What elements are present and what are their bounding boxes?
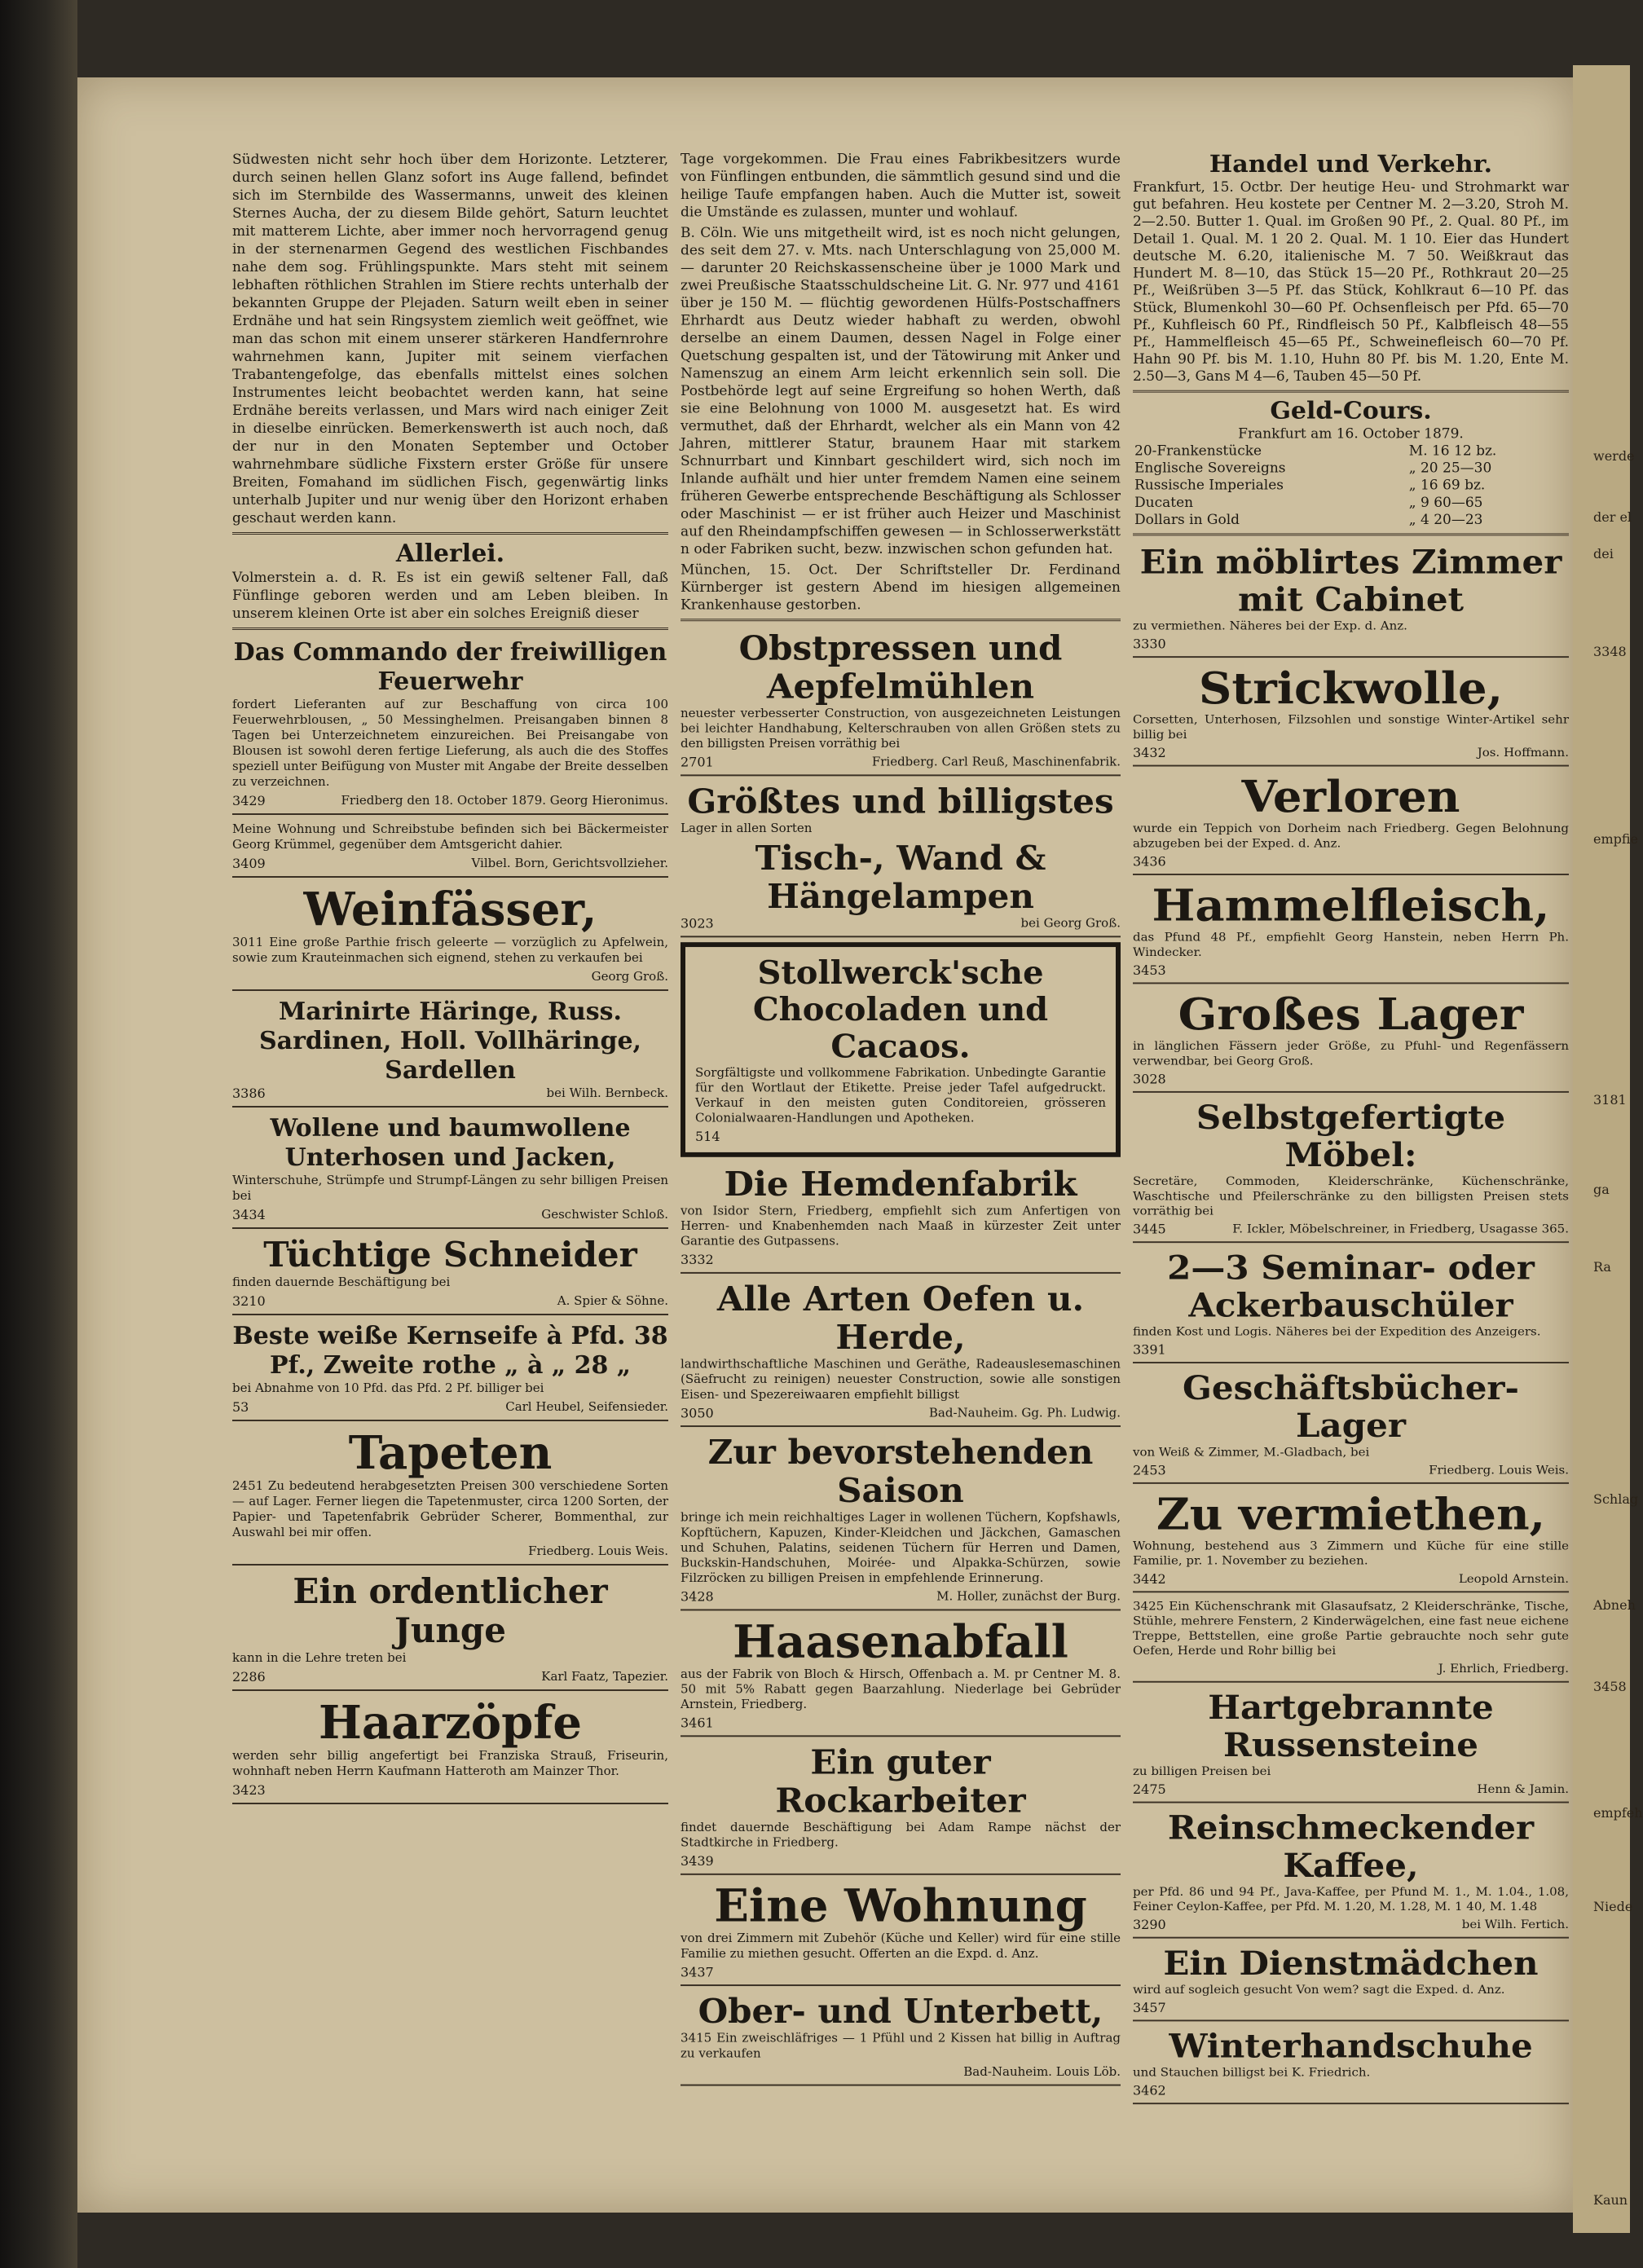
- advertisement: [681, 942, 1121, 1157]
- ad-text: Meine Wohnung und Schreibstube befinden sich bei Bäckermeister Georg Krümmel, gegenüber dem Amtsgericht dahier.: [232, 821, 668, 852]
- ad-signature: Henn & Jamin.: [1477, 1781, 1569, 1796]
- ad-headline: Stollwerck'sche Chocoladen und Cacaos.: [752, 953, 1049, 1066]
- advertisement: [681, 1277, 1121, 1427]
- ad-footer: [681, 1965, 1121, 1980]
- ad-headline: Ein ordentlicher Junge: [293, 1571, 608, 1650]
- section-title-allerlei: Allerlei.: [395, 539, 505, 568]
- ad-text: Lager in allen Sorten: [681, 821, 813, 835]
- ad-signature: J. Ehrlich, Friedberg.: [1438, 1661, 1569, 1676]
- ad-number: 3028: [1133, 1071, 1166, 1087]
- ad-number: 3330: [1133, 636, 1166, 652]
- ad-text: neuester verbesserter Construction, von ausgezeichneten Leistungen bei leichter Handhabung, Kelterschrauben von allen Größen stets zu den billigsten Preisen vorräthig bei: [681, 706, 1121, 751]
- ads-column-1: [232, 635, 668, 1804]
- advertisement: [1133, 540, 1569, 658]
- ad-number: 3409: [232, 856, 266, 871]
- ad-headline: Hammelfleisch,: [1152, 879, 1550, 932]
- ad-text: zu vermiethen. Näheres bei der Exp. d. Anz.: [1133, 619, 1407, 633]
- advertisement: [1133, 987, 1569, 1093]
- ad-footer: [1133, 1662, 1569, 1676]
- advertisement: [232, 1111, 668, 1229]
- ad-number: 3423: [232, 1782, 266, 1798]
- ad-number: 3050: [681, 1405, 714, 1421]
- ad-signature: Vilbel. Born, Gerichtsvollzieher.: [471, 856, 668, 870]
- currency-name: Englische Sovereigns: [1134, 460, 1286, 477]
- ad-headline: Strickwolle,: [1198, 662, 1504, 715]
- ad-number: 2701: [681, 754, 714, 770]
- exchange-rate-table: [1133, 443, 1569, 529]
- ad-footer: [681, 1589, 1121, 1605]
- ad-number: 2475: [1133, 1781, 1166, 1797]
- ad-headline: Tüchtige Schneider: [263, 1235, 637, 1275]
- column-1: [232, 151, 668, 1808]
- ad-number: 3437: [681, 1964, 714, 1980]
- facing-page-text: 3458: [1593, 1679, 1627, 1694]
- advertisement: [232, 1569, 668, 1691]
- advertisement: [681, 1989, 1121, 2086]
- ad-text: 2451 Zu bedeutend herabgesetzten Preisen 300 verschiedene Sorten — auf Lager. Ferner liegen die Tapetenmuster, circa 1200 Sorten, der Papier- und Tapetenfabrik Gebrüder Scherer, Bommenthal, zur Auswahl bei mir offen.: [232, 1478, 668, 1539]
- facing-page-text: dei: [1593, 546, 1614, 561]
- exchange-rate-row: [1133, 460, 1569, 477]
- advertisement: [1133, 661, 1569, 767]
- advertisement: [1133, 2024, 1569, 2104]
- ad-text: Sorgfältigste und vollkommene Fabrikation. Unbedingte Garantie für den Wortlaut der Etikette. Preise jeder Tafel aufgedruckt. Verkauf in den meisten guten Conditoreien, grösseren Colonialwaaren-Handlungen und Apotheken.: [695, 1065, 1106, 1125]
- market-report: Frankfurt, 15. Octbr. Der heutige Heu- und Strohmarkt war gut befahren. Heu kostete per Centner M. 2—3.20, Stroh M. 2—2.50. Butter 1. Qual. im Großen 90 Pf., 2. Qual. 80 Pf., im Detail 1. Qual. M. 1 20 2. Qual. M. 1 10. Eier das Hundert deutsche M. 6.20, italienische M. 7 50. Weißkraut das Hundert M. 8—10, das Stück 15—20 Pf., Rothkraut 20—25 Pf., Weißrüben 3—5 Pf. das Stück, Kohlkraut 6—10 Pf. das Stück, Blumenkohl 30—60 Pf. Ochsenfleisch per Pfd. 65—70 Pf., Kuhfleisch 60 Pf., Rindfleisch 50 Pf., Kalbfleisch 48—55 Pf., Hammelfleisch 45—65 Pf., Schweinefleisch 60—70 Pf. Hahn 90 Pf. bis M. 1.10, Huhn 80 Pf. bis M. 1.20, Ente M. 2.50—3, Gans M 4—6, Tauben 45—50 Pf.: [1133, 179, 1569, 385]
- ad-number: 3461: [681, 1715, 714, 1731]
- cours-subtitle: Frankfurt am 16. October 1879.: [1238, 425, 1464, 443]
- ad-signature: F. Ickler, Möbelschreiner, in Friedberg, Usagasse 365.: [1232, 1222, 1569, 1236]
- advertisement: [1133, 1596, 1569, 1683]
- divider: [232, 628, 668, 630]
- divider: [232, 532, 668, 535]
- ad-number: 3391: [1133, 1342, 1166, 1358]
- ad-signature: bei Wilh. Bernbeck.: [546, 1086, 668, 1100]
- currency-rate: „ 16 69 bz.: [1408, 478, 1486, 494]
- column-3: [1133, 151, 1569, 2107]
- ad-footer: [1133, 854, 1569, 869]
- advertisement: [1133, 1246, 1569, 1363]
- advertisement: [681, 1430, 1121, 1610]
- ad-text: von drei Zimmern mit Zubehör (Küche und Keller) wird für eine stille Familie zu miethen gesucht. Offerten an die Expd. d. Anz.: [681, 1931, 1121, 1961]
- currency-rate: „ 4 20—23: [1408, 512, 1483, 528]
- ad-footer: [232, 1544, 668, 1559]
- ad-headline: Obstpressen und Aepfelmühlen: [738, 628, 1063, 707]
- ad-footer: [1133, 1342, 1569, 1357]
- ad-headline: Die Hemdenfabrik: [724, 1164, 1077, 1204]
- ad-number: 3434: [232, 1207, 266, 1222]
- section-title-cours: Geld-Cours.: [1270, 397, 1432, 425]
- advertisement: [681, 1162, 1121, 1274]
- facing-page-text: ga: [1593, 1182, 1610, 1197]
- ad-footer: [1133, 636, 1569, 651]
- ad-headline: Alle Arten Oefen u. Herde,: [716, 1279, 1085, 1357]
- ad-signature: Jos. Hoffmann.: [1477, 745, 1569, 760]
- ad-text: finden dauernde Beschäftigung bei: [232, 1275, 451, 1289]
- advertisement: [681, 1614, 1121, 1737]
- ad-headline-2: Tisch-, Wand & Hängelampen: [755, 838, 1046, 916]
- advertisement: [1133, 1941, 1569, 2021]
- ad-signature: Friedberg. Carl Reuß, Maschinenfabrik.: [871, 754, 1121, 769]
- ad-number: 514: [695, 1129, 720, 1145]
- ad-footer: [232, 1086, 668, 1101]
- ad-headline: Ein guter Rockarbeiter: [775, 1742, 1026, 1821]
- facing-page-text: 3181: [1593, 1092, 1627, 1108]
- advertisement: [232, 881, 668, 991]
- ad-headline: Ein möblirtes Zimmer mit Cabinet: [1139, 542, 1562, 619]
- ad-footer: [232, 1782, 668, 1798]
- ad-headline: Marinirte Häringe, Russ. Sardinen, Holl. Vollhäringe, Sardellen: [258, 997, 641, 1085]
- currency-name: Ducaten: [1134, 495, 1194, 511]
- facing-page-text: der el: [1593, 509, 1632, 525]
- ad-headline: Geschäftsbücher-Lager: [1183, 1368, 1519, 1445]
- divider: [681, 619, 1121, 621]
- ad-number: 3453: [1133, 962, 1166, 978]
- advertisement: [1133, 1096, 1569, 1243]
- book-spine: [0, 0, 77, 2268]
- ad-text: Secretäre, Commoden, Kleiderschränke, Küchenschränke, Waschtische und Pfeilerschränke zu den billigsten Preisen stets vorräthig bei: [1133, 1174, 1569, 1218]
- ad-footer: [1133, 1571, 1569, 1586]
- currency-rate: „ 9 60—65: [1408, 495, 1483, 511]
- muenchen-article: München, 15. Oct. Der Schriftsteller Dr. Ferdinand Kürnberger ist gestern Abend im hiesigen allgemeinen Krankenhause gestorben.: [681, 561, 1121, 614]
- ad-text: wird auf sogleich gesucht Von wem? sagt die Exped. d. Anz.: [1133, 1982, 1505, 1997]
- ad-number: 3445: [1133, 1222, 1166, 1237]
- ad-number: 3436: [1133, 854, 1166, 870]
- ad-text: das Pfund 48 Pf., empfiehlt Georg Hanstein, neben Herrn Ph. Windecker.: [1133, 930, 1569, 959]
- ad-number: 2453: [1133, 1462, 1166, 1478]
- ad-text: von Weiß & Zimmer, M.-Gladbach, bei: [1133, 1444, 1370, 1460]
- ad-text: und Stauchen billigst bei K. Friedrich.: [1133, 2065, 1371, 2080]
- advertisement: [232, 1694, 668, 1804]
- ad-text: 3425 Ein Küchenschrank mit Glasaufsatz, 2 Kleiderschränke, Tische, Stühle, mehrere Fenstern, 2 Kinderwägelchen, eine fast neue eichene Treppe, Bettstellen, eine große Partie gebrauchte noch sehr gute Oefen, Herde und Rohr billig bei: [1133, 1598, 1569, 1658]
- ads-column-3: [1133, 540, 1569, 2104]
- ad-footer: [1133, 2083, 1569, 2098]
- ad-signature: Carl Heubel, Seifensieder.: [505, 1399, 668, 1414]
- advertisement: [232, 818, 668, 878]
- ad-footer: [1133, 2000, 1569, 2015]
- ad-text: werden sehr billig angefertigt bei Franziska Strauß, Friseurin, wohnhaft neben Herrn Kaufmann Hatteroth am Mainzer Thor.: [232, 1748, 668, 1778]
- fuenflinge-article: Tage vorgekommen. Die Frau eines Fabrikbesitzers wurde von Fünflingen entbunden, die sämmtlich gesund sind und die heilige Taufe empfangen haben. Auch die Mutter ist, soweit die Umstände es zulassen, munter und wohlauf.: [681, 151, 1121, 221]
- ad-text: 3415 Ein zweischläfriges — 1 Pfühl und 2 Kissen hat billig in Auftrag zu verkaufen: [681, 2030, 1121, 2061]
- ad-text: Corsetten, Unterhosen, Filzsohlen und sonstige Winter-Artikel sehr billig bei: [1133, 712, 1569, 742]
- allerlei-article: Volmerstein a. d. R. Es ist ein gewiß seltener Fall, daß Fünflinge geboren werden und am Leben bleiben. In unserem kleinen Orte ist aber ein solches Ereigniß dieser: [232, 570, 668, 622]
- exchange-rate-row: [1133, 443, 1569, 460]
- ad-footer: [1133, 746, 1569, 760]
- advertisement: [681, 779, 1121, 937]
- exchange-rate-row: [1133, 494, 1569, 511]
- ad-number: 3457: [1133, 2000, 1166, 2015]
- advertisement: [232, 635, 668, 815]
- ad-headline: Weinfässer,: [303, 883, 597, 936]
- ad-signature: Leopold Arnstein.: [1458, 1571, 1569, 1586]
- ad-signature: Karl Faatz, Tapezier.: [541, 1669, 668, 1684]
- ad-footer: [681, 755, 1121, 770]
- advertisement: [232, 994, 668, 1108]
- koeln-article: B. Cöln. Wie uns mitgetheilt wird, ist es noch nicht gelungen, des seit dem 27. v. Mts. nach Unterschlagung von 25,000 M. — darunter 20 Reichskassenscheine über je 1000 Mark und zwei Preußische Staatsschuldscheine Lit. G. Nr. 977 und 4161 über je 150 M. — flüchtig gewordenen Hülfs-Postschaffners Ehrhardt aus Deutz wieder habhaft zu werden, obwohl derselbe an einem Daumen, dessen Nagel in Folge einer Quetschung gespalten ist, und der Tätowirung mit Anker und Namenszug an einem Arm leicht erkennlich sein soll. Die Postbehörde legt auf seine Ergreifung so hohen Werth, daß sie eine Belohnung von 1000 M. ausgesetzt hat. Es wird vermuthet, daß der Ehrhardt, welcher als ein Mann von 42 Jahren, mittlerer Statur, braunem Haar mit starkem Schnurrbart und Kinnbart geschildert wird, sich noch im Inlande aufhält und hier unter fremdem Namen eine seinem früheren Gewerbe entsprechende Beschäftigung als Schlosser oder Maschinist — er ist früher auch Heizer und Maschinist auf den Rheindampfschiffen gewesen — in Schlosserwerkstätt n oder Fabriken sucht, bezw. inzwischen schon gefunden hat.: [681, 225, 1121, 557]
- currency-name: Russische Imperiales: [1134, 478, 1284, 494]
- ad-text: in länglichen Fässern jeder Größe, zu Pfuhl- und Regenfässern verwendbar, bei Georg Groß.: [1133, 1038, 1569, 1068]
- exchange-rate-row: [1133, 477, 1569, 494]
- facing-page-text: werde: [1593, 448, 1635, 464]
- ad-footer: [681, 2064, 1121, 2080]
- facing-page-text: Ra: [1593, 1259, 1611, 1275]
- facing-page-text: empfeh: [1593, 1805, 1643, 1821]
- ad-headline: Reinschmeckender Kaffee,: [1167, 1808, 1535, 1885]
- ad-footer: [1133, 962, 1569, 977]
- advertisement: [1133, 1686, 1569, 1803]
- exchange-rate-row: [1133, 512, 1569, 529]
- ad-text: wurde ein Teppich von Dorheim nach Friedberg. Gegen Belohnung abzugeben bei der Exped. d. Anz.: [1133, 821, 1569, 851]
- ad-number: 3442: [1133, 1571, 1166, 1587]
- ad-signature: Friedberg den 18. October 1879. Georg Hieronimus.: [341, 793, 668, 808]
- ad-headline: Selbstgefertigte Möbel:: [1196, 1098, 1506, 1174]
- ad-signature: Geschwister Schloß.: [541, 1207, 668, 1222]
- ad-footer: [232, 1293, 668, 1309]
- ad-number: 3290: [1133, 1917, 1166, 1932]
- ad-number: 3439: [681, 1853, 714, 1869]
- ad-number: 3210: [232, 1293, 266, 1309]
- ad-headline: Ober- und Unterbett,: [698, 1991, 1103, 2031]
- ad-signature: bei Georg Groß.: [1020, 915, 1121, 931]
- advertisement: [1133, 1806, 1569, 1938]
- advertisement: [681, 1878, 1121, 1986]
- ad-headline: Das Commando der freiwilligen Feuerwehr: [233, 638, 667, 696]
- ad-text: landwirthschaftliche Maschinen und Geräthe, Radeauslesemaschinen (Säefrucht zu reinigen) neuester Construction, sowie alle sonstigen Eisen- und Spezereiwaaren empfiehlt billigst: [681, 1356, 1121, 1402]
- ad-number: 3432: [1133, 745, 1166, 760]
- ad-number: 3023: [681, 915, 714, 931]
- ad-footer: [681, 1252, 1121, 1267]
- ad-footer: [1133, 1782, 1569, 1797]
- section-title-handel: Handel und Verkehr.: [1209, 151, 1493, 178]
- currency-rate: „ 20 25—30: [1408, 460, 1492, 477]
- ad-footer: [695, 1130, 1106, 1145]
- ad-text: Winterschuhe, Strümpfe und Strumpf-Längen zu sehr billigen Preisen bei: [232, 1173, 668, 1203]
- divider: [1133, 390, 1569, 393]
- ad-number: 3429: [232, 793, 266, 808]
- ad-text: fordert Lieferanten auf zur Beschaffung von circa 100 Feuerwehrblousen, „ 50 Messinghelmen. Preisangaben binnen 8 Tagen bei Unterzeichnetem einzureichen. Bei Preisangabe von Blousen ist sowohl deren fertige Lieferung, als auch die des Stoffes speziell unter Beifügung von Muster mit Angabe der Breite desselben zu verzeichnen.: [232, 697, 668, 789]
- ad-signature: Friedberg. Louis Weis.: [528, 1544, 668, 1558]
- ad-headline: Haasenabfall: [733, 1615, 1068, 1668]
- ad-text: per Pfd. 86 und 94 Pf., Java-Kaffee, per Pfund M. 1., M. 1.04., 1.08, Feiner Ceylon-Kaffee, per Pfd. M. 1.20, M. 1.28, M. 1 40, M. 1.48: [1133, 1884, 1569, 1913]
- ad-footer: [681, 1715, 1121, 1731]
- astronomy-article: Südwesten nicht sehr hoch über dem Horizonte. Letzterer, durch seinen hellen Glanz sofort ins Auge fallend, befindet sich im Sternbilde des Wassermanns, unweit des kleinen Sternes Aucha, der zu diesem Bilde gehört, Saturn leuchtet mit matterem Lichte, aber immer noch hervorragend genug in der sternenarmen Gegend des westlichen Fischbandes nahe dem sog. Frühlingspunkte. Mars steht mit seinem lebhaften röthlichen Strahlen im Stiere rechts unterhalb der bekannten Gruppe der Plejaden. Saturn weilt eben in seiner Erdnähe und hat sein Ringsystem ziemlich weit geöffnet, wie man das schon mit einem unserer stärkeren Handfernrohre wahrnehmen kann, Jupiter mit seinem vierfachen Trabantengefolge, das ebenfalls mittelst eines solchen Instrumentes leicht beobachtet werden kann, hat seine Erdnähe bereits verlassen, und Mars wird nach einiger Zeit in dieselbe einrücken. Bemerkenswerth ist auch noch, daß der nur in den Monaten September und October wahrnehmbare südliche Fixstern erster Größe für unsere Breiten, Fomahand im südlichen Fisch, gegenwärtig links unterhalb Jupiter und nur wenig über den Horizont erhaben geschaut werden kann.: [232, 152, 668, 526]
- facing-page-text: 3348: [1593, 644, 1627, 659]
- currency-rate: M. 16 12 bz.: [1408, 443, 1497, 460]
- ad-headline: Tapeten: [348, 1426, 553, 1480]
- ad-text: kann in die Lehre treten bei: [232, 1650, 407, 1665]
- ad-number: 53: [232, 1399, 249, 1415]
- ad-signature: A. Spier & Söhne.: [557, 1293, 668, 1308]
- ad-signature: Friedberg. Louis Weis.: [1429, 1462, 1569, 1478]
- ad-text: aus der Fabrik von Bloch & Hirsch, Offenbach a. M. pr Centner M. 8. 50 mit 5% Rabatt gegen Baarzahlung. Niederlage bei Gebrüder Arnstein, Friedberg.: [681, 1667, 1121, 1711]
- currency-name: 20-Frankenstücke: [1134, 443, 1262, 460]
- ad-text: bei Abnahme von 10 Pfd. das Pfd. 2 Pf. billiger bei: [232, 1381, 544, 1395]
- ad-text: bringe ich mein reichhaltiges Lager in wollenen Tüchern, Kopfshawls, Kopftüchern, Kapuzen, Kinder-Kleidchen und Jäckchen, Gamaschen und Schuhen, Palatins, seidenen Tüchern für Herren und Damen, Buckskin-Handschuhen, Moirée- und Alpakka-Schürzen, sowie Filzröcken zu billigen Preisen in empfehlende Erinnerung.: [681, 1509, 1121, 1586]
- facing-page-text: Schlag: [1593, 1491, 1639, 1507]
- ad-signature: Bad-Nauheim. Louis Löb.: [963, 2064, 1121, 2079]
- facing-page-text: Niede: [1593, 1899, 1633, 1914]
- ad-number: 3332: [681, 1252, 714, 1268]
- ad-footer: [681, 916, 1121, 931]
- advertisement: [1133, 1367, 1569, 1484]
- advertisement: [1133, 769, 1569, 875]
- ad-headline: Verloren: [1241, 771, 1460, 823]
- ad-footer: [232, 969, 668, 984]
- ad-number: 3386: [232, 1086, 266, 1101]
- ad-headline: Haarzöpfe: [318, 1696, 582, 1750]
- ad-footer: [1133, 1463, 1569, 1478]
- ad-number: 2286: [232, 1669, 266, 1684]
- currency-name: Dollars in Gold: [1134, 512, 1240, 528]
- ad-footer: [1133, 1222, 1569, 1236]
- advertisement: [1133, 1487, 1569, 1593]
- ad-signature: M. Holler, zunächst der Burg.: [936, 1588, 1121, 1604]
- ad-headline: Eine Wohnung: [714, 1879, 1087, 1933]
- ad-signature: Bad-Nauheim. Gg. Ph. Ludwig.: [928, 1405, 1121, 1420]
- ad-headline: Winterhandschuhe: [1169, 2027, 1533, 2066]
- ad-footer: [232, 1207, 668, 1222]
- ad-headline: Zu vermiethen,: [1156, 1488, 1546, 1540]
- ad-text: Wohnung, bestehend aus 3 Zimmern und Küche für eine stille Familie, pr. 1. November zu beziehen.: [1133, 1539, 1569, 1568]
- facing-page-text: empfie: [1593, 831, 1639, 847]
- advertisement: [681, 626, 1121, 776]
- ad-footer: [1133, 1918, 1569, 1932]
- ad-text: findet dauernde Beschäftigung bei Adam Rampe nächst der Stadtkirche in Friedberg.: [681, 1820, 1121, 1850]
- ad-headline: Hartgebrannte Russensteine: [1208, 1688, 1494, 1764]
- ads-column-2: [681, 626, 1121, 2085]
- ad-headline: Wollene und baumwollene Unterhosen und Jacken,: [270, 1114, 631, 1172]
- ad-footer: [1133, 1072, 1569, 1086]
- ad-headline: Großes Lager: [1178, 989, 1524, 1041]
- ad-text: zu billigen Preisen bei: [1133, 1764, 1271, 1778]
- advertisement: [232, 1232, 668, 1315]
- advertisement: [681, 1740, 1121, 1875]
- ad-text: finden Kost und Logis. Näheres bei der Expedition des Anzeigers.: [1133, 1324, 1541, 1339]
- facing-page-text: Abneh: [1593, 1597, 1636, 1613]
- ad-headline: 2—3 Seminar- oder Ackerbauschüler: [1167, 1248, 1535, 1324]
- ad-footer: [232, 1669, 668, 1684]
- advertisement: [1133, 879, 1569, 984]
- ad-footer: [681, 1406, 1121, 1421]
- ad-headline: Ein Dienstmädchen: [1163, 1944, 1539, 1983]
- column-2: [681, 151, 1121, 2089]
- advertisement: [232, 1425, 668, 1566]
- ad-number: 3462: [1133, 2083, 1166, 2098]
- ad-headline: Beste weiße Kernseife à Pfd. 38 Pf., Zweite rothe „ à „ 28 „: [232, 1322, 668, 1380]
- ad-text: von Isidor Stern, Friedberg, empfiehlt sich zum Anfertigen von Herren- und Knabenhemden nach Maaß in kürzester Zeit unter Garantie des Gutpassens.: [681, 1203, 1121, 1249]
- ad-footer: [232, 856, 668, 871]
- facing-page-text: Kaun: [1593, 2192, 1628, 2208]
- divider: [1133, 533, 1569, 535]
- ad-footer: [681, 1853, 1121, 1869]
- ad-text: 3011 Eine große Parthie frisch geleerte — vorzüglich zu Apfelwein, sowie zum Krauteinmachen sich eignend, stehen zu verkaufen bei: [232, 935, 668, 965]
- ad-footer: [232, 1399, 668, 1415]
- ad-signature: bei Wilh. Fertich.: [1461, 1917, 1569, 1931]
- ad-number: 3428: [681, 1588, 714, 1605]
- ad-footer: [232, 793, 668, 808]
- advertisement: [232, 1319, 668, 1421]
- ad-signature: Georg Groß.: [591, 969, 668, 984]
- ad-headline: Zur bevorstehenden Saison: [707, 1432, 1094, 1510]
- ad-headline: Größtes und billigstes: [687, 782, 1114, 821]
